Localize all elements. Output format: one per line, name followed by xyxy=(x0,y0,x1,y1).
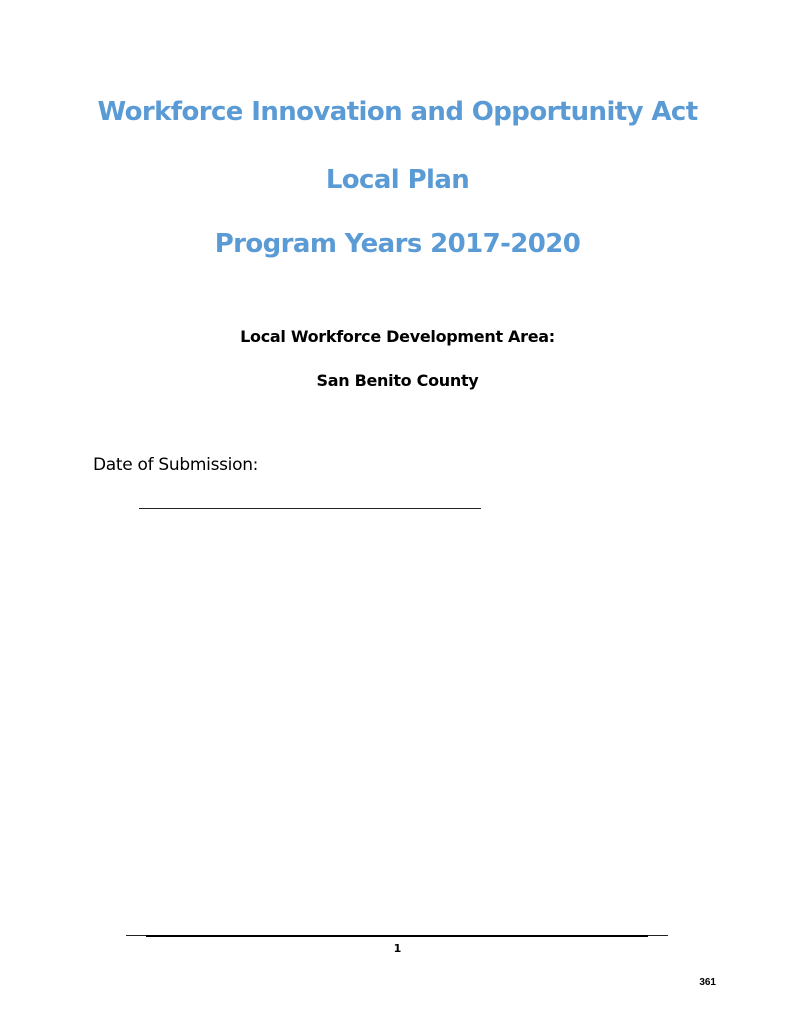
area-name: San Benito County xyxy=(316,371,479,390)
footer-divider-bold xyxy=(146,935,648,937)
document-page-number: 361 xyxy=(699,977,716,988)
page-number: 1 xyxy=(393,942,402,955)
document-title: Workforce Innovation and Opportunity Act xyxy=(97,97,698,127)
document-subtitle: Local Plan xyxy=(325,165,470,195)
program-years-heading: Program Years 2017-2020 xyxy=(214,229,581,259)
submission-date-label: Date of Submission: xyxy=(93,455,259,475)
submission-date-blank-line xyxy=(139,508,481,509)
area-label: Local Workforce Development Area: xyxy=(240,327,555,346)
